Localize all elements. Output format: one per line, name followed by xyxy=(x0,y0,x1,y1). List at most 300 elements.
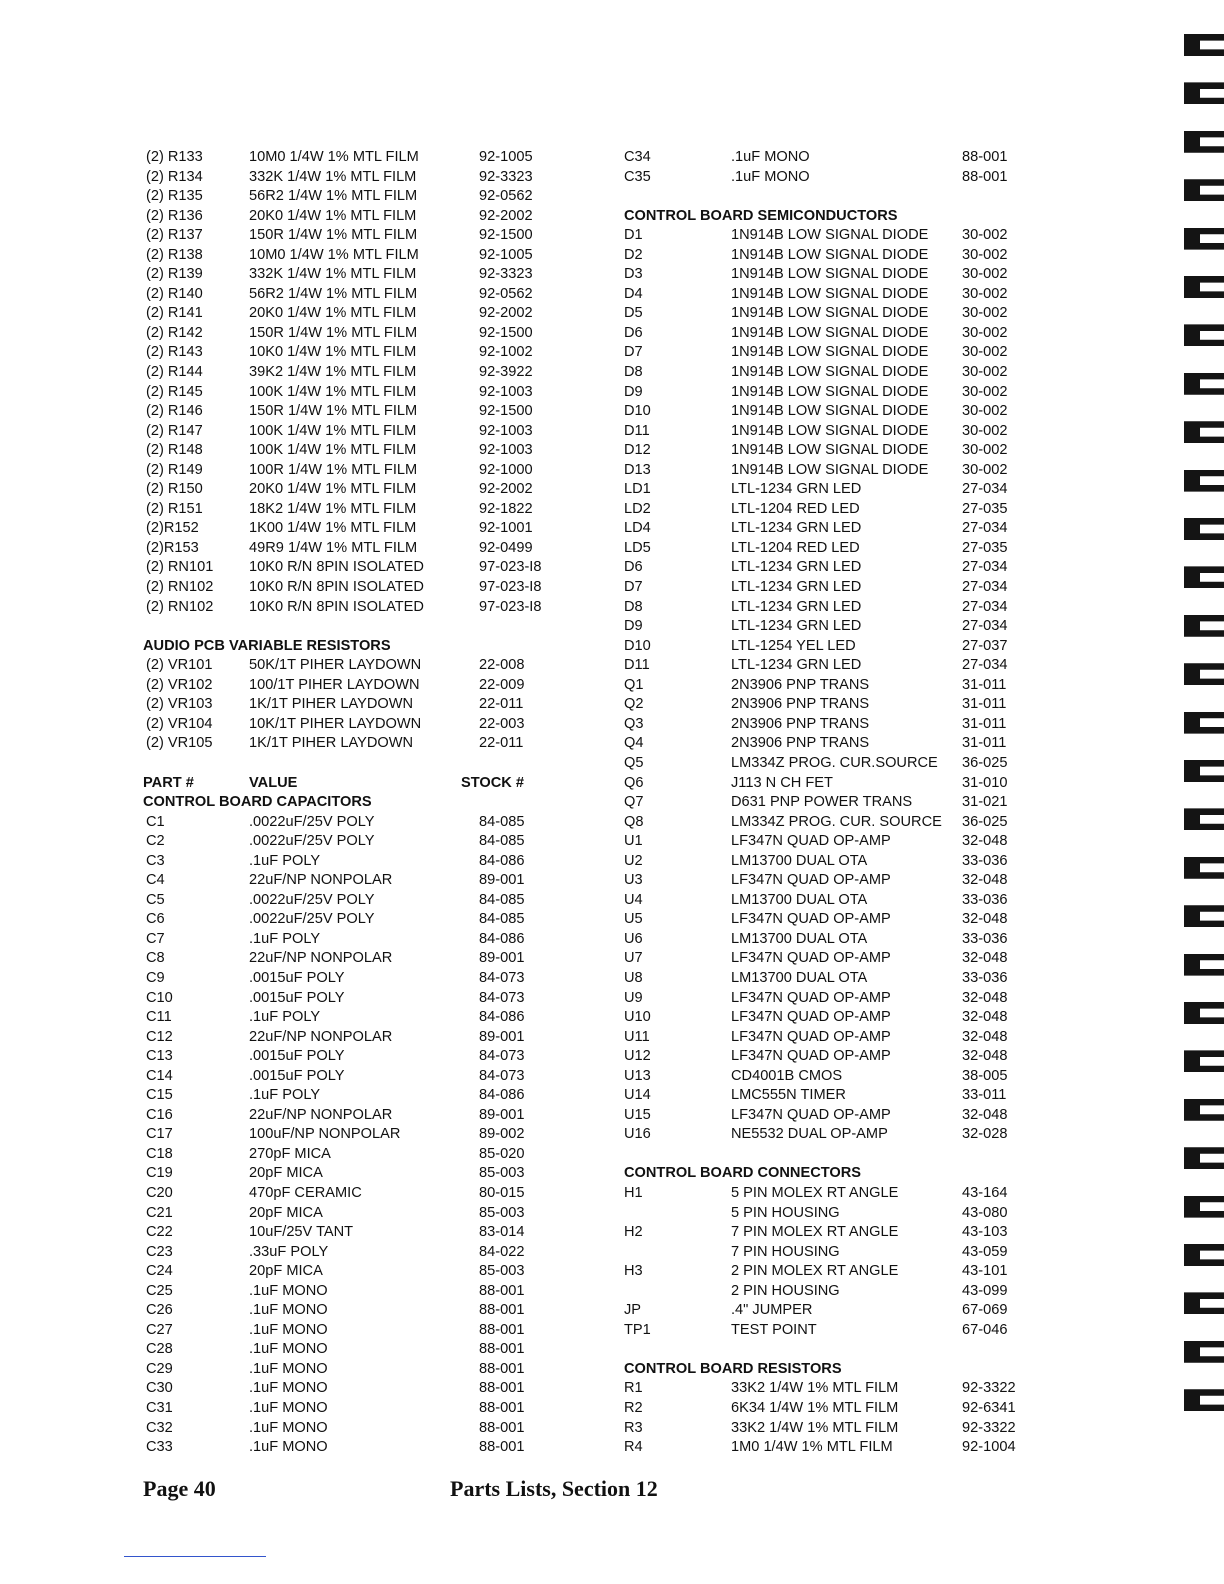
part-number: C9 xyxy=(146,969,165,986)
part-value: LM13700 DUAL OTA xyxy=(731,891,868,908)
stock-number: 84-073 xyxy=(479,969,525,986)
part-number: U16 xyxy=(624,1126,651,1143)
part-number: D1 xyxy=(624,227,643,244)
part-row xyxy=(624,539,1054,559)
part-value: 10uF/25V TANT xyxy=(249,1224,354,1241)
stock-number: 84-086 xyxy=(479,1087,525,1104)
part-number: D8 xyxy=(624,364,643,381)
stock-number: 32-048 xyxy=(962,1028,1008,1045)
stock-number: 88-001 xyxy=(962,168,1008,185)
stock-number: 92-1003 xyxy=(479,442,533,459)
part-value: LTL-1204 RED LED xyxy=(731,539,860,556)
part-value: 1N914B LOW SIGNAL DIODE xyxy=(731,246,929,263)
part-row xyxy=(143,578,563,598)
footer-rule xyxy=(124,1556,266,1557)
part-value: 100R 1/4W 1% MTL FILM xyxy=(249,461,418,478)
binding-tab xyxy=(1184,1050,1224,1072)
part-row xyxy=(143,676,563,696)
stock-number: 30-002 xyxy=(962,403,1008,420)
stock-number: 33-036 xyxy=(962,852,1008,869)
part-value: 10K0 R/N 8PIN ISOLATED xyxy=(249,598,424,615)
part-value: 332K 1/4W 1% MTL FILM xyxy=(249,168,417,185)
stock-number: 92-1822 xyxy=(479,500,533,517)
part-value: 56R2 1/4W 1% MTL FILM xyxy=(249,188,418,205)
part-number: C28 xyxy=(146,1341,173,1358)
part-row xyxy=(624,519,1054,539)
part-row xyxy=(624,1379,1054,1399)
part-number: Q4 xyxy=(624,735,644,752)
section-heading xyxy=(624,207,1054,227)
part-value: LTL-1204 RED LED xyxy=(731,500,860,517)
stock-number: 88-001 xyxy=(962,149,1008,165)
part-value: 470pF CERAMIC xyxy=(249,1184,362,1201)
part-row xyxy=(143,148,563,168)
stock-number: 33-036 xyxy=(962,891,1008,908)
part-value: 22uF/NP NONPOLAR xyxy=(249,950,393,967)
binding-tab xyxy=(1184,373,1224,395)
stock-number: 92-1004 xyxy=(962,1439,1016,1456)
part-row xyxy=(143,558,563,578)
stock-number: 27-034 xyxy=(962,520,1008,537)
part-number: C15 xyxy=(146,1087,173,1104)
binding-tab xyxy=(1184,131,1224,153)
stock-number: 84-085 xyxy=(479,813,525,830)
part-number: (2) R149 xyxy=(146,461,203,478)
part-number: (2) R138 xyxy=(146,246,203,263)
stock-number: 32-048 xyxy=(962,911,1008,928)
part-number: Q2 xyxy=(624,696,644,713)
part-value: .0015uF POLY xyxy=(249,1067,345,1084)
part-row xyxy=(143,226,563,246)
part-number: U7 xyxy=(624,950,643,967)
stock-number: 33-036 xyxy=(962,930,1008,947)
part-value: LTL-1254 YEL LED xyxy=(731,637,856,654)
stock-number: 84-086 xyxy=(479,1009,525,1026)
part-number: (2) R145 xyxy=(146,383,203,400)
part-number: (2) VR101 xyxy=(146,657,213,674)
stock-number: 43-099 xyxy=(962,1282,1008,1299)
stock-number: 92-1003 xyxy=(479,383,533,400)
part-row xyxy=(143,246,563,266)
section-heading-text: CONTROL BOARD SEMICONDUCTORS xyxy=(624,207,898,224)
part-number: C7 xyxy=(146,930,165,947)
part-value: 56R2 1/4W 1% MTL FILM xyxy=(249,285,418,302)
part-row xyxy=(143,969,563,989)
part-row xyxy=(143,813,563,833)
part-value: LM13700 DUAL OTA xyxy=(731,930,868,947)
part-row xyxy=(143,871,563,891)
part-value: 2N3906 PNP TRANS xyxy=(731,735,870,752)
part-row xyxy=(624,1223,1054,1243)
part-row xyxy=(143,910,563,930)
stock-number: 88-001 xyxy=(479,1400,525,1416)
part-value: 18K2 1/4W 1% MTL FILM xyxy=(249,500,417,517)
part-row xyxy=(143,168,563,188)
stock-number: 27-034 xyxy=(962,579,1008,596)
part-value: TEST POINT xyxy=(731,1321,817,1338)
part-value: .0015uF POLY xyxy=(249,989,345,1006)
part-number: U1 xyxy=(624,833,643,850)
part-value: .1uF MONO xyxy=(731,168,810,185)
stock-number: 84-085 xyxy=(479,833,525,850)
part-value: 100K 1/4W 1% MTL FILM xyxy=(249,422,417,439)
binding-tab xyxy=(1184,82,1224,104)
stock-number: 88-001 xyxy=(479,1419,525,1436)
part-number: (2) VR104 xyxy=(146,715,213,732)
part-value: 1N914B LOW SIGNAL DIODE xyxy=(731,383,929,400)
part-row xyxy=(143,1008,563,1028)
part-value: 1N914B LOW SIGNAL DIODE xyxy=(731,305,929,322)
part-value: .1uF MONO xyxy=(249,1282,328,1299)
stock-number: 22-011 xyxy=(479,696,524,713)
part-number: C34 xyxy=(624,149,651,165)
parts-list-left-column xyxy=(143,148,563,1458)
stock-number: 92-3323 xyxy=(479,168,533,185)
part-number: D8 xyxy=(624,598,643,615)
stock-number: 32-028 xyxy=(962,1126,1008,1143)
stock-number: 92-2002 xyxy=(479,481,533,498)
part-value: LMC555N TIMER xyxy=(731,1087,846,1104)
part-number: H1 xyxy=(624,1184,643,1201)
part-value: NE5532 DUAL OP-AMP xyxy=(731,1126,888,1143)
part-value: LF347N QUAD OP-AMP xyxy=(731,1028,891,1045)
part-row xyxy=(143,324,563,344)
part-row xyxy=(624,969,1054,989)
part-row xyxy=(624,148,1054,168)
binding-tab xyxy=(1184,1147,1224,1169)
part-row xyxy=(143,1340,563,1360)
part-number: Q3 xyxy=(624,715,644,732)
part-number: (2) R146 xyxy=(146,403,203,420)
section-heading xyxy=(624,1164,1054,1184)
part-number: (2) R137 xyxy=(146,227,203,244)
spacer-row xyxy=(624,1145,1054,1165)
part-row xyxy=(624,715,1054,735)
part-row xyxy=(624,343,1054,363)
part-number: D6 xyxy=(624,559,643,576)
part-row xyxy=(624,1008,1054,1028)
part-number: (2) R151 xyxy=(146,500,203,517)
stock-number: 30-002 xyxy=(962,227,1008,244)
part-value: 7 PIN MOLEX RT ANGLE xyxy=(731,1224,899,1241)
part-number: (2) RN102 xyxy=(146,579,214,596)
part-row xyxy=(624,754,1054,774)
part-number: D4 xyxy=(624,285,643,302)
part-value: 1N914B LOW SIGNAL DIODE xyxy=(731,403,929,420)
part-number: (2) R140 xyxy=(146,285,203,302)
stock-number: 88-001 xyxy=(479,1380,525,1397)
part-value: 1N914B LOW SIGNAL DIODE xyxy=(731,344,929,361)
part-row xyxy=(143,1125,563,1145)
part-row xyxy=(143,1067,563,1087)
part-value: 1N914B LOW SIGNAL DIODE xyxy=(731,324,929,341)
part-row xyxy=(143,265,563,285)
part-number: U8 xyxy=(624,969,643,986)
stock-number: 84-085 xyxy=(479,911,525,928)
binding-tab xyxy=(1184,228,1224,250)
part-row xyxy=(624,1106,1054,1126)
part-row xyxy=(624,813,1054,833)
part-row xyxy=(143,304,563,324)
part-number: D5 xyxy=(624,305,643,322)
binding-tab xyxy=(1184,421,1224,443)
section-heading xyxy=(143,793,563,813)
part-row xyxy=(624,1282,1054,1302)
stock-number: 30-002 xyxy=(962,285,1008,302)
stock-number: 84-022 xyxy=(479,1243,525,1260)
part-value: 1N914B LOW SIGNAL DIODE xyxy=(731,461,929,478)
stock-number: 92-1500 xyxy=(479,324,533,341)
part-value: LTL-1234 GRN LED xyxy=(731,657,862,674)
part-row xyxy=(143,1438,563,1458)
part-row xyxy=(624,1438,1054,1458)
binding-tab xyxy=(1184,276,1224,298)
part-value: LTL-1234 GRN LED xyxy=(731,481,862,498)
part-value: 2 PIN HOUSING xyxy=(731,1282,840,1299)
stock-number: 32-048 xyxy=(962,1009,1008,1026)
part-number: C12 xyxy=(146,1028,173,1045)
stock-number: 88-001 xyxy=(479,1360,525,1377)
part-number: Q6 xyxy=(624,774,644,791)
part-number: LD2 xyxy=(624,500,651,517)
part-row xyxy=(143,1086,563,1106)
stock-number: 43-103 xyxy=(962,1224,1008,1241)
part-row xyxy=(624,500,1054,520)
part-value: 1K/1T PIHER LAYDOWN xyxy=(249,735,414,752)
binding-tab xyxy=(1184,1002,1224,1024)
stock-number: 22-011 xyxy=(479,735,524,752)
part-value: 20pF MICA xyxy=(249,1165,323,1182)
part-value: .1uF MONO xyxy=(249,1400,328,1416)
part-row xyxy=(624,1321,1054,1341)
section-title: Parts Lists, Section 12 xyxy=(450,1476,658,1501)
part-row xyxy=(624,1204,1054,1224)
part-value: 1N914B LOW SIGNAL DIODE xyxy=(731,422,929,439)
part-number: (2) VR105 xyxy=(146,735,213,752)
stock-number: 83-014 xyxy=(479,1224,525,1241)
part-value: 332K 1/4W 1% MTL FILM xyxy=(249,266,417,283)
binding-tab xyxy=(1184,1244,1224,1266)
part-number: U9 xyxy=(624,989,643,1006)
part-value: 150R 1/4W 1% MTL FILM xyxy=(249,403,418,420)
part-row xyxy=(624,461,1054,481)
stock-number: 36-025 xyxy=(962,813,1008,830)
part-row xyxy=(624,989,1054,1009)
part-number: U12 xyxy=(624,1048,651,1065)
part-number: C21 xyxy=(146,1204,173,1221)
part-number: U3 xyxy=(624,872,643,889)
part-value: 1N914B LOW SIGNAL DIODE xyxy=(731,227,929,244)
part-row xyxy=(143,1204,563,1224)
stock-number: 85-003 xyxy=(479,1263,525,1280)
stock-number: 22-003 xyxy=(479,715,525,732)
stock-number: 92-1001 xyxy=(479,520,533,537)
part-value: .1uF MONO xyxy=(249,1439,328,1456)
part-row xyxy=(624,598,1054,618)
part-value: LF347N QUAD OP-AMP xyxy=(731,833,891,850)
part-value: 2N3906 PNP TRANS xyxy=(731,696,870,713)
part-number: (2) R136 xyxy=(146,207,203,224)
part-row xyxy=(143,285,563,305)
part-number: D11 xyxy=(624,657,650,674)
part-row xyxy=(143,1164,563,1184)
part-value: .1uF MONO xyxy=(731,149,810,165)
part-value: 20K0 1/4W 1% MTL FILM xyxy=(249,481,417,498)
part-value: LF347N QUAD OP-AMP xyxy=(731,1009,891,1026)
part-value: LTL-1234 GRN LED xyxy=(731,579,862,596)
part-row xyxy=(624,910,1054,930)
stock-number: 31-021 xyxy=(962,794,1008,811)
stock-number: 27-034 xyxy=(962,559,1008,576)
part-number: H2 xyxy=(624,1224,643,1241)
stock-number: 43-101 xyxy=(962,1263,1008,1280)
stock-number: 92-0562 xyxy=(479,285,533,302)
stock-number: 88-001 xyxy=(479,1302,525,1319)
part-value: .1uF MONO xyxy=(249,1341,328,1358)
stock-number: 27-034 xyxy=(962,598,1008,615)
part-row xyxy=(143,1106,563,1126)
part-value: LTL-1234 GRN LED xyxy=(731,520,862,537)
part-number: C16 xyxy=(146,1106,173,1123)
binding-tab xyxy=(1184,518,1224,540)
part-number: C30 xyxy=(146,1380,173,1397)
part-number: R2 xyxy=(624,1400,643,1416)
part-number: D2 xyxy=(624,246,643,263)
part-row xyxy=(143,422,563,442)
part-row xyxy=(143,989,563,1009)
part-value: 5 PIN HOUSING xyxy=(731,1204,840,1221)
part-number: U11 xyxy=(624,1028,650,1045)
binding-tab xyxy=(1184,1292,1224,1314)
part-value: 2N3906 PNP TRANS xyxy=(731,715,870,732)
part-row xyxy=(624,304,1054,324)
part-value: 150R 1/4W 1% MTL FILM xyxy=(249,227,418,244)
part-row xyxy=(624,441,1054,461)
part-number: C5 xyxy=(146,891,165,908)
section-heading-text: CONTROL BOARD CAPACITORS xyxy=(143,794,372,811)
part-number: C32 xyxy=(146,1419,173,1436)
binding-tab xyxy=(1184,1196,1224,1218)
stock-number: 80-015 xyxy=(479,1184,525,1201)
part-number: (2) R133 xyxy=(146,149,203,165)
part-number: (2) R144 xyxy=(146,364,203,381)
stock-number: 92-6341 xyxy=(962,1400,1016,1416)
stock-number: 92-1000 xyxy=(479,461,533,478)
part-number: C11 xyxy=(146,1009,172,1026)
parts-list-right-column xyxy=(624,148,1054,1458)
part-row xyxy=(143,441,563,461)
part-row xyxy=(143,1243,563,1263)
part-number: U4 xyxy=(624,891,643,908)
part-row xyxy=(624,930,1054,950)
part-number: D6 xyxy=(624,324,643,341)
part-number: (2)R153 xyxy=(146,539,199,556)
stock-number: 89-001 xyxy=(479,1106,525,1123)
stock-number: 92-1002 xyxy=(479,344,533,361)
stock-number: 89-001 xyxy=(479,1028,525,1045)
stock-number: 30-002 xyxy=(962,344,1008,361)
part-row xyxy=(624,1184,1054,1204)
part-value: .33uF POLY xyxy=(249,1243,329,1260)
part-value: .0022uF/25V POLY xyxy=(249,891,375,908)
part-row xyxy=(624,246,1054,266)
part-row xyxy=(624,793,1054,813)
part-row xyxy=(143,1379,563,1399)
part-value: J113 N CH FET xyxy=(731,774,833,791)
part-row xyxy=(624,558,1054,578)
part-number: U2 xyxy=(624,852,643,869)
part-row xyxy=(624,383,1054,403)
part-value: 100uF/NP NONPOLAR xyxy=(249,1126,401,1143)
part-number: D7 xyxy=(624,344,643,361)
part-value: .1uF MONO xyxy=(249,1302,328,1319)
part-number: U14 xyxy=(624,1087,651,1104)
stock-number: 30-002 xyxy=(962,442,1008,459)
stock-number: 32-048 xyxy=(962,872,1008,889)
stock-number: 92-1500 xyxy=(479,403,533,420)
part-value: 100K 1/4W 1% MTL FILM xyxy=(249,442,417,459)
part-number: (2) R134 xyxy=(146,168,203,185)
part-value: 22uF/NP NONPOLAR xyxy=(249,1028,393,1045)
part-row xyxy=(624,324,1054,344)
part-number: C13 xyxy=(146,1048,173,1065)
part-value: 10K/1T PIHER LAYDOWN xyxy=(249,715,422,732)
stock-number: 27-034 xyxy=(962,481,1008,498)
binding-tab xyxy=(1184,1341,1224,1363)
part-value: 20pF MICA xyxy=(249,1204,323,1221)
part-number: C23 xyxy=(146,1243,173,1260)
part-row xyxy=(624,285,1054,305)
part-number: C14 xyxy=(146,1067,173,1084)
part-row xyxy=(143,598,563,618)
part-row xyxy=(624,363,1054,383)
part-number: D11 xyxy=(624,422,650,439)
part-row xyxy=(143,519,563,539)
stock-number: 92-2002 xyxy=(479,305,533,322)
part-number: (2) R135 xyxy=(146,188,203,205)
part-value: .0022uF/25V POLY xyxy=(249,833,375,850)
stock-number: 43-080 xyxy=(962,1204,1008,1221)
part-number: D12 xyxy=(624,442,651,459)
section-heading-text: CONTROL BOARD RESISTORS xyxy=(624,1360,842,1377)
binding-tab xyxy=(1184,760,1224,782)
part-value: .0015uF POLY xyxy=(249,1048,345,1065)
stock-number: 89-001 xyxy=(479,950,525,967)
part-number: C29 xyxy=(146,1360,173,1377)
part-value: LF347N QUAD OP-AMP xyxy=(731,1106,891,1123)
part-number: (2) VR103 xyxy=(146,696,213,713)
part-row xyxy=(624,1067,1054,1087)
part-row xyxy=(143,930,563,950)
stock-number: 27-034 xyxy=(962,618,1008,635)
stock-number: 30-002 xyxy=(962,422,1008,439)
part-row xyxy=(143,1301,563,1321)
stock-number: 30-002 xyxy=(962,324,1008,341)
part-value: .1uF POLY xyxy=(249,852,321,869)
part-value: 100/1T PIHER LAYDOWN xyxy=(249,676,420,693)
part-value: 10K0 R/N 8PIN ISOLATED xyxy=(249,579,424,596)
part-number: C26 xyxy=(146,1302,173,1319)
part-row xyxy=(143,480,563,500)
part-row xyxy=(143,1399,563,1419)
stock-number: 85-003 xyxy=(479,1204,525,1221)
part-row xyxy=(143,734,563,754)
part-number: Q5 xyxy=(624,754,644,771)
stock-number: 88-001 xyxy=(479,1341,525,1358)
part-value: .1uF POLY xyxy=(249,1087,321,1104)
spiral-binding xyxy=(1174,0,1224,1584)
part-row xyxy=(143,402,563,422)
